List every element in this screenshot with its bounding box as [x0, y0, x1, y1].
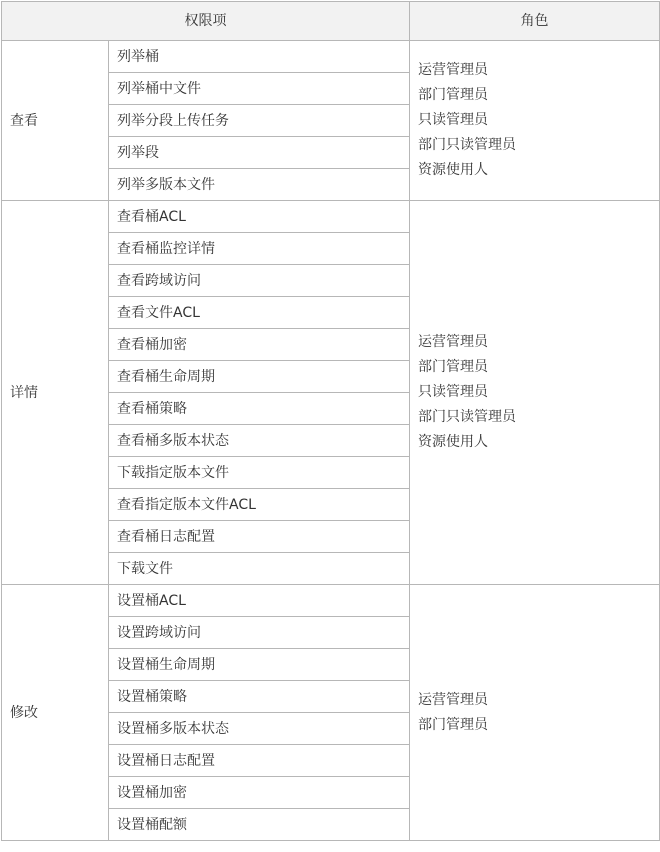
permission-table-body — [2, 41, 660, 841]
permission-item: 查看桶监控详情 — [109, 233, 410, 265]
role-name: 运营管理员 — [418, 62, 488, 78]
roles-cell — [410, 41, 660, 201]
category-cell: 查看 — [2, 41, 109, 201]
roles-cell — [410, 201, 660, 585]
permission-item: 查看桶加密 — [109, 329, 410, 361]
role-name: 部门管理员 — [418, 716, 488, 733]
category-cell: 修改 — [2, 585, 109, 841]
role-name: 只读管理员 — [418, 384, 488, 400]
header-row — [2, 2, 660, 41]
permission-item: 查看桶策略 — [109, 393, 410, 425]
permission-item: 列举分段上传任务 — [109, 105, 410, 137]
table-row — [2, 585, 660, 617]
permission-item: 查看指定版本文件ACL — [109, 489, 410, 521]
role-name: 运营管理员 — [418, 334, 488, 350]
permission-item: 列举段 — [109, 137, 410, 169]
permission-header: 权限项 — [2, 2, 410, 41]
permission-item: 查看桶日志配置 — [109, 521, 410, 553]
permission-item: 查看桶生命周期 — [109, 361, 410, 393]
permission-item: 列举多版本文件 — [109, 169, 410, 201]
role-name: 运营管理员 — [418, 691, 488, 708]
permission-item: 设置桶加密 — [109, 777, 410, 809]
permission-item: 查看文件ACL — [109, 297, 410, 329]
role-name: 部门只读管理员 — [418, 137, 516, 153]
permission-item: 设置桶ACL — [109, 585, 410, 617]
role-name: 资源使用人 — [418, 162, 488, 178]
role-name: 资源使用人 — [418, 434, 488, 450]
permission-item: 下载文件 — [109, 553, 410, 585]
role-name: 只读管理员 — [418, 112, 488, 128]
permission-item: 列举桶 — [109, 41, 410, 73]
permission-item: 设置桶多版本状态 — [109, 713, 410, 745]
permission-item: 查看桶多版本状态 — [109, 425, 410, 457]
permission-item: 列举桶中文件 — [109, 73, 410, 105]
permission-item: 查看桶ACL — [109, 201, 410, 233]
table-row — [2, 41, 660, 73]
permission-item: 设置桶生命周期 — [109, 649, 410, 681]
table-row — [2, 201, 660, 233]
permission-item: 设置桶配额 — [109, 809, 410, 841]
permission-item: 设置桶策略 — [109, 681, 410, 713]
permission-table — [1, 1, 660, 841]
role-name: 部门管理员 — [418, 87, 488, 103]
permission-item: 查看跨域访问 — [109, 265, 410, 297]
permission-item: 设置跨域访问 — [109, 617, 410, 649]
category-cell: 详情 — [2, 201, 109, 585]
permission-item: 设置桶日志配置 — [109, 745, 410, 777]
permission-item: 下载指定版本文件 — [109, 457, 410, 489]
roles-cell — [410, 585, 660, 841]
role-name: 部门管理员 — [418, 359, 488, 375]
role-name: 部门只读管理员 — [418, 409, 516, 425]
role-header: 角色 — [410, 2, 660, 41]
